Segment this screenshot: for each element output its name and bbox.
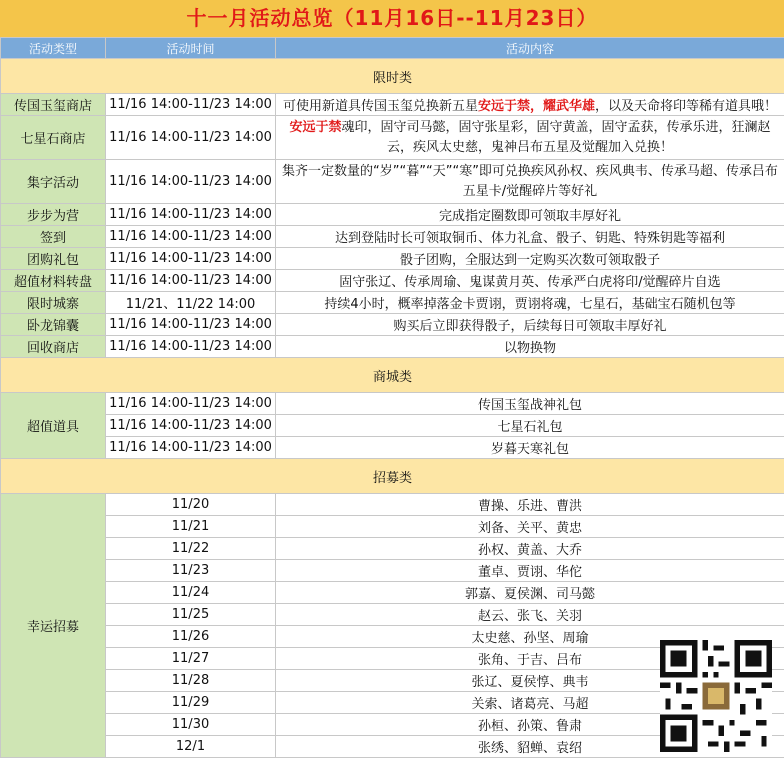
table-row	[1, 393, 784, 415]
section-row	[1, 459, 784, 494]
activity-type: 步步为营	[1, 204, 106, 226]
activity-content: 持续4小时，概率掉落金卡贾诩，贾诩将魂，七星石，基础宝石随机包等	[276, 292, 784, 314]
activity-content: 集齐一定数量的“岁”“暮”“天”“寒”即可兑换疾风孙权、疾风典韦、传承马超、传承吕布五星卡/觉醒碎片等好礼	[276, 160, 784, 204]
content-text: 魂印，固守司马懿，固守张星彩，固守黄盖，固守孟获，传承乐进，狂澜赵云，疾风太史慈，鬼神吕布五星及觉醒加入兑换！	[341, 119, 771, 155]
page-title: 十一月活动总览（11月16日--11月23日）	[0, 0, 784, 37]
qr-code-icon	[660, 640, 772, 752]
activity-content: 骰子团购，全服达到一定购买次数可领取骰子	[276, 248, 784, 270]
recruit-heroes: 曹操、乐进、曹洪	[276, 494, 784, 516]
table-row	[1, 204, 784, 226]
activity-time: 11/16 14:00-11/23 14:00	[106, 415, 276, 437]
activity-time: 11/16 14:00-11/23 14:00	[106, 204, 276, 226]
recruit-heroes: 太史慈、孙坚、周瑜	[276, 626, 784, 648]
activity-type: 七星石商店	[1, 116, 106, 160]
recruit-heroes: 孙桓、孙策、鲁肃	[276, 714, 784, 736]
activity-time: 11/16 14:00-11/23 14:00	[106, 248, 276, 270]
table-row	[1, 116, 784, 160]
activity-type: 传国玉玺商店	[1, 94, 106, 116]
recruit-date: 11/24	[106, 582, 276, 604]
activity-time: 11/16 14:00-11/23 14:00	[106, 160, 276, 204]
recruit-heroes: 张绣、貂蝉、袁绍	[276, 736, 784, 758]
activity-content: 完成指定圈数即可领取丰厚好礼	[276, 204, 784, 226]
table-row	[1, 415, 784, 437]
header-time: 活动时间	[106, 38, 276, 59]
content-text: 可使用新道具传国玉玺兑换新五星	[282, 99, 478, 114]
section-row	[1, 59, 784, 94]
activity-content: 以物换物	[276, 336, 784, 358]
recruit-date: 11/28	[106, 670, 276, 692]
activity-type: 集字活动	[1, 160, 106, 204]
activity-type: 团购礼包	[1, 248, 106, 270]
table-row	[1, 292, 784, 314]
activity-type: 幸运招募	[1, 494, 106, 758]
recruit-heroes: 张角、于吉、吕布	[276, 648, 784, 670]
table-row	[1, 437, 784, 459]
table-row	[1, 494, 784, 516]
recruit-date: 11/22	[106, 538, 276, 560]
recruit-heroes: 赵云、张飞、关羽	[276, 604, 784, 626]
recruit-heroes: 郭嘉、夏侯渊、司马懿	[276, 582, 784, 604]
activity-time: 11/16 14:00-11/23 14:00	[106, 437, 276, 459]
recruit-heroes: 孙权、黄盖、大乔	[276, 538, 784, 560]
section-row	[1, 358, 784, 393]
recruit-heroes: 刘备、关平、黄忠	[276, 516, 784, 538]
recruit-date: 11/25	[106, 604, 276, 626]
activity-type: 卧龙锦囊	[1, 314, 106, 336]
table-row	[1, 582, 784, 604]
table-row	[1, 226, 784, 248]
activity-time: 11/16 14:00-11/23 14:00	[106, 226, 276, 248]
activity-content	[276, 116, 784, 160]
header-type: 活动类型	[1, 38, 106, 59]
header-content: 活动内容	[276, 38, 784, 59]
table-row	[1, 94, 784, 116]
activity-time: 11/16 14:00-11/23 14:00	[106, 393, 276, 415]
recruit-date: 11/26	[106, 626, 276, 648]
table-row	[1, 604, 784, 626]
table-row	[1, 336, 784, 358]
activity-time: 11/16 14:00-11/23 14:00	[106, 314, 276, 336]
recruit-date: 11/27	[106, 648, 276, 670]
recruit-date: 11/23	[106, 560, 276, 582]
recruit-heroes: 关索、诸葛亮、马超	[276, 692, 784, 714]
recruit-date: 11/21	[106, 516, 276, 538]
activity-content: 传国玉玺战神礼包	[276, 393, 784, 415]
activity-content: 达到登陆时长可领取铜币、体力礼盒、骰子、钥匙、特殊钥匙等福利	[276, 226, 784, 248]
recruit-date: 11/29	[106, 692, 276, 714]
table-row	[1, 248, 784, 270]
section-recruit: 招募类	[1, 459, 784, 494]
activity-type: 限时城寨	[1, 292, 106, 314]
activity-time: 11/16 14:00-11/23 14:00	[106, 270, 276, 292]
table-row	[1, 314, 784, 336]
activity-time: 11/16 14:00-11/23 14:00	[106, 336, 276, 358]
recruit-heroes: 张辽、夏侯惇、典韦	[276, 670, 784, 692]
recruit-heroes: 董卓、贾诩、华佗	[276, 560, 784, 582]
content-text: ，以及天命将印等稀有道具哦！	[595, 99, 778, 114]
recruit-date: 11/20	[106, 494, 276, 516]
section-mall: 商城类	[1, 358, 784, 393]
activity-time: 11/16 14:00-11/23 14:00	[106, 116, 276, 160]
recruit-date: 12/1	[106, 736, 276, 758]
activity-type: 超值道具	[1, 393, 106, 459]
activity-time: 11/21、11/22 14:00	[106, 292, 276, 314]
activity-content: 七星石礼包	[276, 415, 784, 437]
highlight-text: 安远于禁，耀武华雄	[477, 99, 595, 114]
activity-content	[276, 94, 784, 116]
activity-time: 11/16 14:00-11/23 14:00	[106, 94, 276, 116]
activity-type: 超值材料转盘	[1, 270, 106, 292]
activity-content: 岁暮天寒礼包	[276, 437, 784, 459]
activity-type: 签到	[1, 226, 106, 248]
table-row	[1, 160, 784, 204]
highlight-text: 安远于禁	[289, 119, 342, 135]
table-row	[1, 270, 784, 292]
table-row	[1, 516, 784, 538]
section-limited: 限时类	[1, 59, 784, 94]
table-row	[1, 538, 784, 560]
activity-content: 购买后立即获得骰子，后续每日可领取丰厚好礼	[276, 314, 784, 336]
activity-content: 固守张辽、传承周瑜、鬼谋黄月英、传承严白虎将印/觉醒碎片自选	[276, 270, 784, 292]
activity-type: 回收商店	[1, 336, 106, 358]
table-header-row	[1, 38, 784, 59]
recruit-date: 11/30	[106, 714, 276, 736]
table-row	[1, 560, 784, 582]
